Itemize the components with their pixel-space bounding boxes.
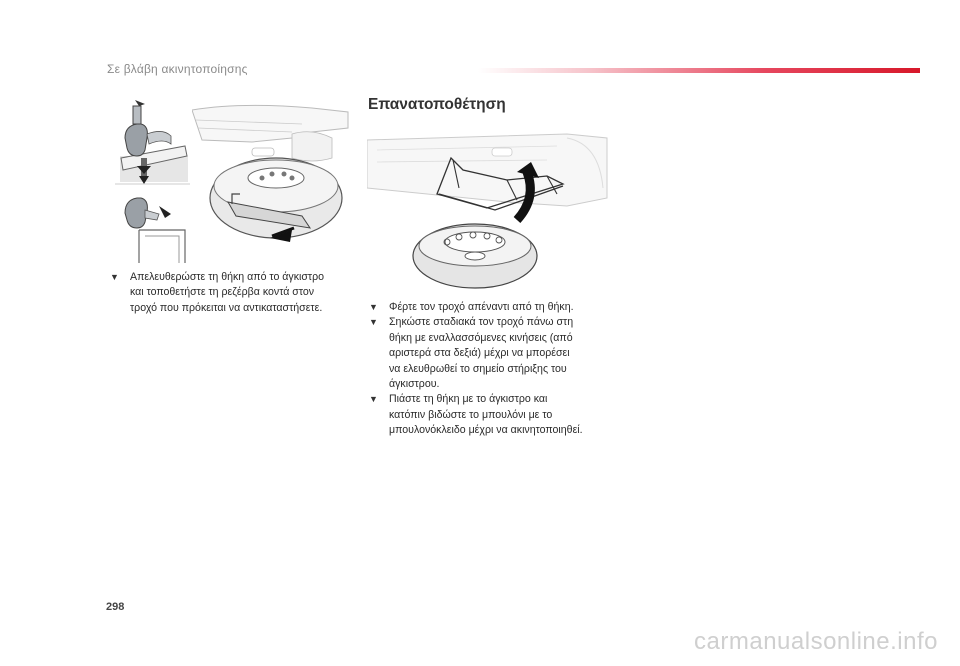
instruction-item <box>110 270 355 316</box>
watermark: carmanualsonline.info <box>694 628 938 655</box>
spare-wheel-refit-illustration <box>367 128 610 291</box>
instruction-text: Πιάστε τη θήκη με το άγκιστρο και κατόπιν βιδώστε το μπουλόνι με το μπουλονόκλειδο μέχρι να ακινητοποιηθεί. <box>389 393 583 437</box>
left-instructions <box>110 270 355 316</box>
hook-release-illustration <box>115 98 190 263</box>
arrow-bullet-icon: ▼ <box>369 302 378 312</box>
spare-wheel-lowered-illustration <box>192 98 352 250</box>
arrow-bullet-icon: ▼ <box>369 317 378 328</box>
instruction-item <box>369 300 609 315</box>
instruction-item <box>369 392 609 438</box>
arrow-bullet-icon: ▼ <box>110 272 119 282</box>
section-title: Επανατοποθέτηση <box>368 96 506 113</box>
instruction-text: Φέρτε τον τροχό απέναντι από τη θήκη. <box>389 301 574 313</box>
instruction-text: Απελευθερώστε τη θήκη από το άγκιστρο και τοποθετήστε τη ρεζέρβα κοντά στον τροχό που πρόκειται να αντικαταστήσετε. <box>130 271 324 314</box>
arrow-bullet-icon: ▼ <box>369 394 378 405</box>
page-number: 298 <box>106 601 125 613</box>
right-instructions <box>369 300 609 439</box>
instruction-item <box>369 315 609 392</box>
header-title: Σε βλάβη ακινητοποίησης <box>107 62 248 76</box>
header-rule <box>478 68 920 73</box>
instruction-text: Σηκώστε σταδιακά τον τροχό πάνω στη θήκη με εναλλασσόμενες κινήσεις (από αριστερά στα δεξιά) μέχρι να μπορέσει να ελευθρωθεί το σημείο στήριξης του άγκιστρου. <box>389 316 574 391</box>
